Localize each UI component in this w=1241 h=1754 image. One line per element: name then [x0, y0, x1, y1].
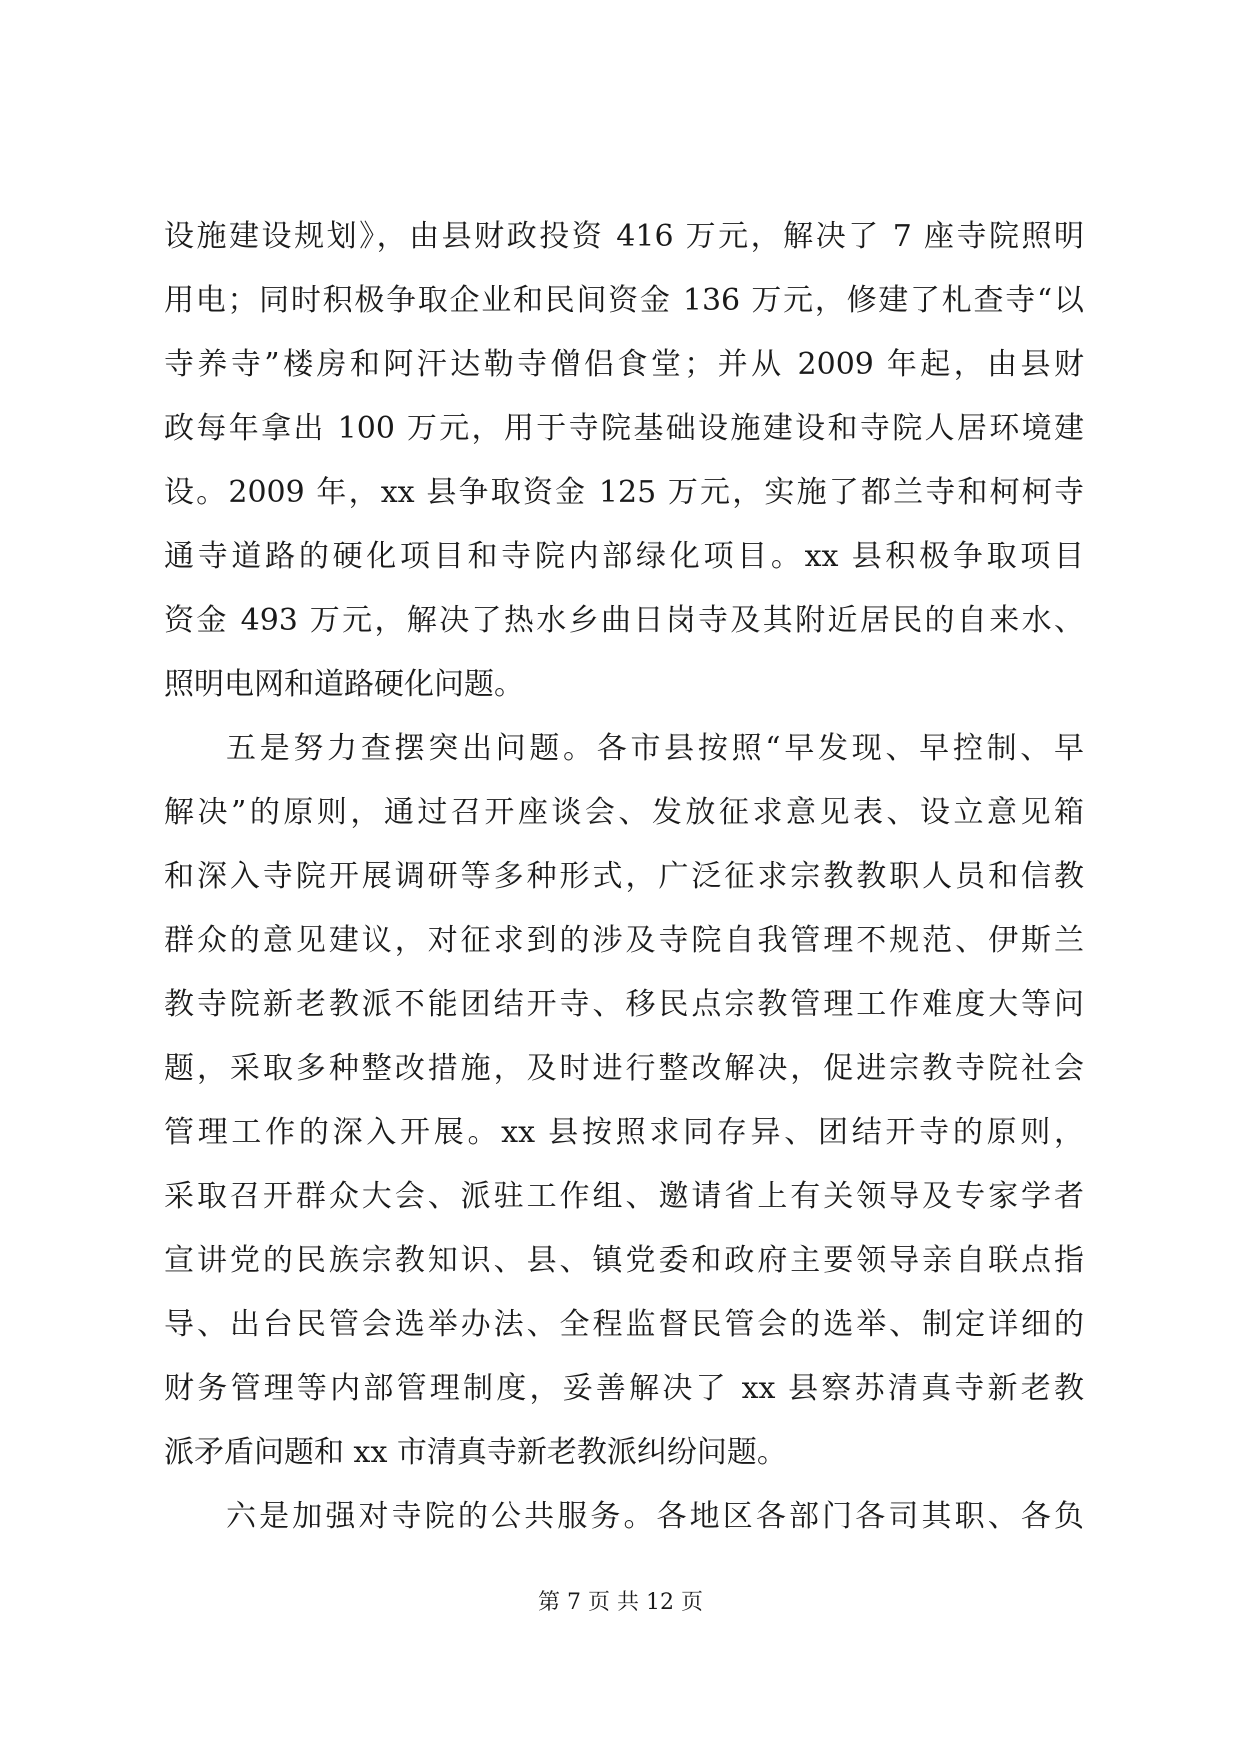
text-line: 寺养寺”楼房和阿汗达勒寺僧侣食堂；并从 2009 年起，由县财 [164, 347, 1084, 382]
paragraph-first-line: 六是加强对寺院的公共服务。各地区各部门各司其职、各负 [226, 1499, 1084, 1534]
text-line: 政每年拿出 100 万元，用于寺院基础设施建设和寺院人居环境建 [164, 411, 1084, 446]
body-text [164, 205, 1084, 1549]
text-line: 照明电网和道路硬化问题。 [164, 667, 524, 702]
text-line: 用电；同时积极争取企业和民间资金 136 万元，修建了札查寺“以 [164, 283, 1084, 318]
text-line: 设施建设规划》，由县财政投资 416 万元，解决了 7 座寺院照明 [164, 219, 1084, 254]
text-line: 资金 493 万元，解决了热水乡曲日岗寺及其附近居民的自来水、 [164, 603, 1084, 638]
text-line: 设。2009 年，xx 县争取资金 125 万元，实施了都兰寺和柯柯寺 [164, 475, 1084, 510]
text-line: 教寺院新老教派不能团结开寺、移民点宗教管理工作难度大等问 [164, 987, 1084, 1022]
page-number-label: 第 7 页 共 12 页 [538, 1590, 703, 1615]
text-line: 通寺道路的硬化项目和寺院内部绿化项目。xx 县积极争取项目 [164, 539, 1084, 574]
text-line: 题，采取多种整改措施，及时进行整改解决，促进宗教寺院社会 [164, 1051, 1084, 1086]
text-line: 导、出台民管会选举办法、全程监督民管会的选举、制定详细的 [164, 1307, 1084, 1342]
text-line: 群众的意见建议，对征求到的涉及寺院自我管理不规范、伊斯兰 [164, 923, 1084, 958]
text-line: 宣讲党的民族宗教知识、县、镇党委和政府主要领导亲自联点指 [164, 1243, 1084, 1278]
text-line: 和深入寺院开展调研等多种形式，广泛征求宗教教职人员和信教 [164, 859, 1084, 894]
text-line: 采取召开群众大会、派驻工作组、邀请省上有关领导及专家学者 [164, 1179, 1084, 1214]
text-line: 管理工作的深入开展。xx 县按照求同存异、团结开寺的原则， [164, 1115, 1084, 1150]
paragraph-first-line: 五是努力查摆突出问题。各市县按照“早发现、早控制、早 [226, 731, 1084, 766]
page-footer [0, 1588, 1241, 1618]
text-line: 财务管理等内部管理制度，妥善解决了 xx 县察苏清真寺新老教 [164, 1371, 1084, 1406]
text-line: 派矛盾问题和 xx 市清真寺新老教派纠纷问题。 [164, 1435, 787, 1470]
text-line: 解决”的原则，通过召开座谈会、发放征求意见表、设立意见箱 [164, 795, 1084, 830]
